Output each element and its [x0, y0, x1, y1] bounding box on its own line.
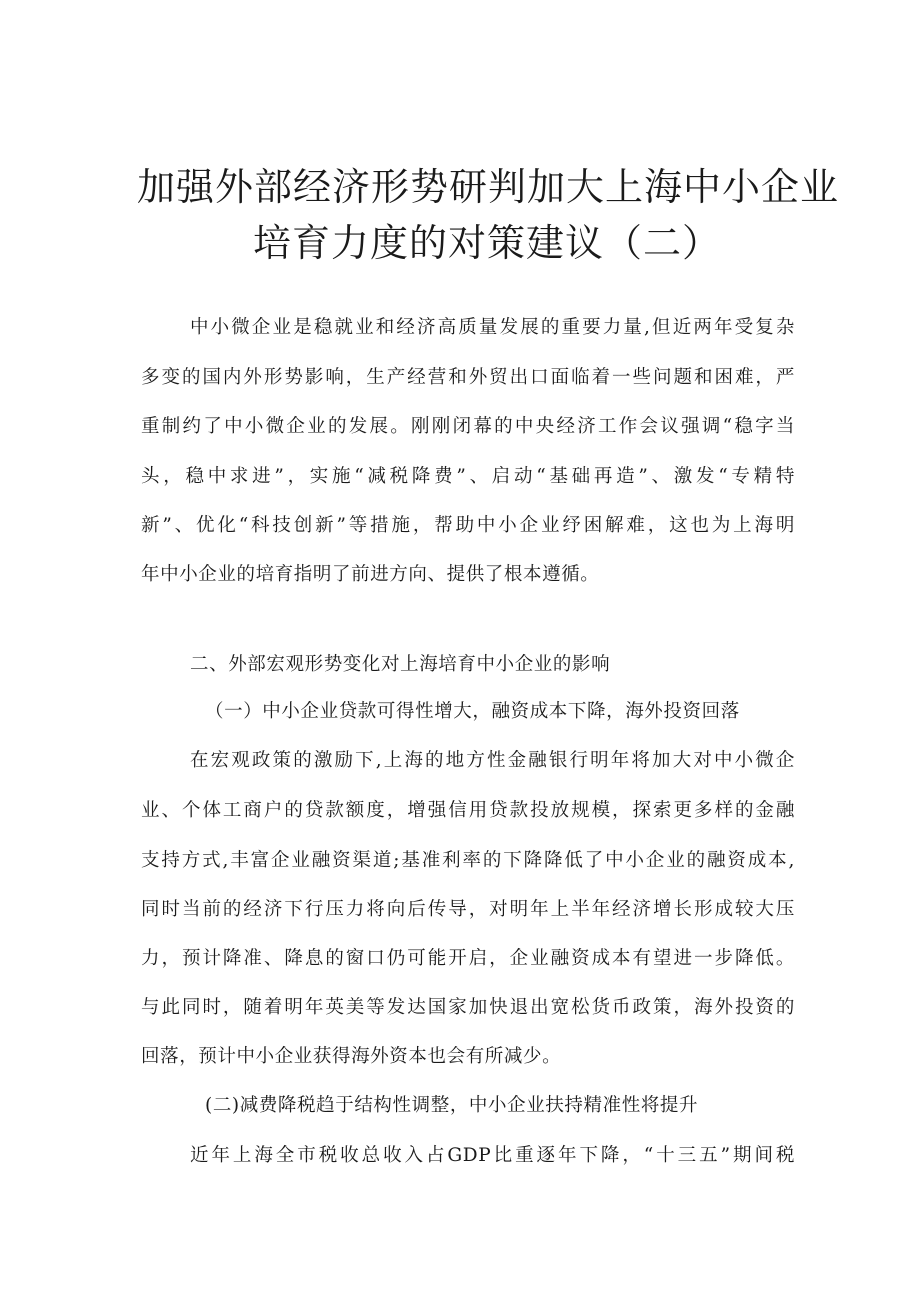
document-title-line-1: 加强外部经济形势研判加大上海中小企业 — [137, 165, 840, 209]
sub1-line-2: 业、个体工商户的贷款额度，增强信用贷款投放规模，探索更多样的金融 — [141, 800, 795, 821]
intro-line-1: 中小微企业是稳就业和经济高质量发展的重要力量,但近两年受复杂 — [190, 317, 795, 338]
sub1-line-3: 支持方式,丰富企业融资渠道;基准利率的下降降低了中小企业的融资成本, — [141, 850, 795, 871]
intro-line-4: 头，稳中求进”，实施“减税降费”、启动“基础再造”、激发“专精特 — [141, 466, 795, 487]
intro-line-3: 重制约了中小微企业的发展。刚刚闭幕的中央经济工作会议强调“稳字当 — [141, 416, 795, 437]
sub1-line-1: 在宏观政策的激励下,上海的地方性金融银行明年将加大对中小微企 — [190, 750, 795, 771]
intro-line-6: 年中小企业的培育指明了前进方向、提供了根本遵循。 — [141, 564, 600, 585]
sub1-line-4: 同时当前的经济下行压力将向后传导，对明年上半年经济增长形成较大压 — [141, 899, 795, 920]
intro-line-2: 多变的国内外形势影响，生产经营和外贸出口面临着一些问题和困难，严 — [141, 367, 795, 388]
sub2-line-1: 近年上海全市税收总收入占GDP比重逐年下降，“十三五”期间税 — [190, 1145, 795, 1166]
sub1-line-7: 回落，预计中小企业获得海外资本也会有所减少。 — [141, 1046, 562, 1067]
sub1-line-6: 与此同时，随着明年英美等发达国家加快退出宽松货币政策，海外投资的 — [141, 997, 795, 1018]
subsection-1-heading: （一）中小企业贷款可得性增大，融资成本下降，海外投资回落 — [205, 701, 740, 722]
subsection-2-heading: (二)减费降税趋于结构性调整，中小企业扶持精准性将提升 — [205, 1095, 699, 1116]
sub1-line-5: 力，预计降准、降息的窗口仍可能开启，企业融资成本有望进一步降低。 — [141, 948, 795, 969]
intro-line-5: 新”、优化“科技创新”等措施，帮助中小企业纾困解难，这也为上海明 — [141, 515, 795, 536]
document-title-line-2: 培育力度的对策建议（二） — [253, 221, 722, 265]
section-2-heading: 二、外部宏观形势变化对上海培育中小企业的影响 — [190, 654, 611, 675]
